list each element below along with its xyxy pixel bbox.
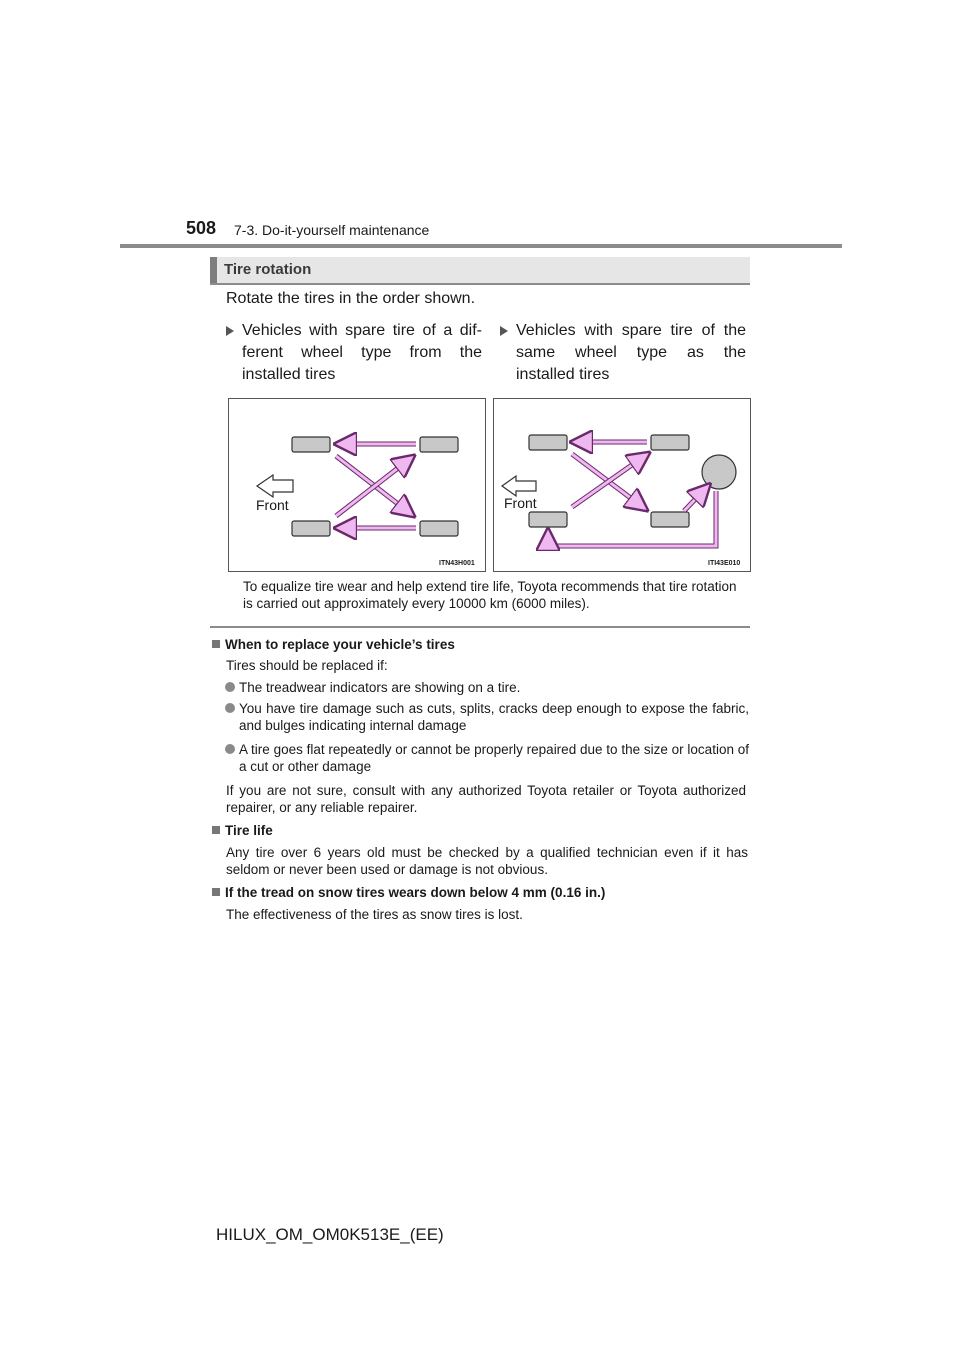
square-bullet-icon: [212, 888, 220, 896]
tire-front-right: [529, 512, 567, 527]
heading-marker: [210, 257, 217, 283]
rotation-arrow-fill: [684, 487, 707, 511]
replace-heading: [212, 637, 455, 652]
bullet-dot-icon: [225, 703, 235, 713]
intro-text: Rotate the tires in the order shown.: [226, 290, 476, 307]
replace-closing: If you are not sure, consult with any authorized Toyota retailer or Toyota authorized repairer, or any reliable repairer.: [226, 783, 746, 815]
replace-bullet: A tire goes flat repeatedly or cannot be properly repaired due to the size or location of a cut or other damage: [239, 742, 749, 774]
triangle-bullet-icon: [500, 326, 508, 336]
tire-rear-right: [420, 521, 458, 536]
bullet-dot-icon: [225, 744, 235, 754]
tire-rear-left: [420, 437, 458, 452]
tire-front-left: [529, 435, 567, 450]
front-label: Front: [504, 495, 537, 511]
tire-life-heading-text: Tire life: [225, 823, 273, 838]
replace-heading-text: When to replace your vehicle’s tires: [225, 637, 455, 652]
tire-rear-left: [651, 435, 689, 450]
square-bullet-icon: [212, 826, 220, 834]
square-bullet-icon: [212, 640, 220, 648]
page-number: 508: [186, 218, 217, 238]
heading-title: Tire rotation: [224, 261, 312, 278]
tire-front-left: [292, 437, 330, 452]
tire-front-right: [292, 521, 330, 536]
bullet-dot-icon: [225, 682, 235, 692]
replace-lead: Tires should be replaced if:: [226, 658, 388, 673]
front-label: Front: [256, 497, 289, 513]
snow-tires-heading-text: If the tread on snow tires wears down below 4 mm (0.16 in.): [225, 885, 606, 900]
tire-life-text: Any tire over 6 years old must be checked by a qualified technician even if it has seldom or never been used or damage is not obvious.: [226, 845, 748, 877]
tire-rear-right: [651, 512, 689, 527]
rotation-caption: To equalize tire wear and help extend tire life, Toyota recommends that tire rotation is carried out approximately every 10000 km (6000 miles).: [243, 579, 737, 611]
diagram-code: ITI43E010: [708, 560, 741, 567]
diagram-code: ITN43H001: [439, 560, 475, 567]
snow-tires-text: The effectiveness of the tires as snow tires is lost.: [226, 907, 523, 922]
header-rule: [120, 244, 842, 248]
section-divider: [210, 626, 750, 628]
section-title: 7-3. Do-it-yourself maintenance: [234, 222, 430, 238]
front-arrow-icon: [257, 475, 293, 497]
front-arrow-icon: [502, 476, 536, 496]
rotation-diagram-svg: [494, 399, 750, 571]
replace-bullet: The treadwear indicators are showing on a tire.: [239, 680, 521, 695]
rotation-diagram-svg: [229, 399, 485, 571]
variant-label: Vehicles with spare tire of a dif- ferent wheel type from the installed tires: [242, 322, 482, 383]
heading-bar: [210, 257, 750, 285]
variant-different-wheel: [226, 320, 482, 388]
variant-same-wheel: [500, 320, 746, 388]
spare-tire: [702, 455, 736, 489]
rotation-diagram-different: [228, 398, 486, 572]
rotation-diagram-same: [493, 398, 751, 572]
replace-bullet: You have tire damage such as cuts, splits, cracks deep enough to expose the fabric, and bulges indicating internal damage: [239, 701, 749, 733]
footer-doc-code: HILUX_OM_OM0K513E_(EE): [216, 1225, 444, 1244]
snow-tires-heading: [212, 885, 605, 900]
variant-label: Vehicles with spare tire of the same wheel type as the installed tires: [516, 322, 746, 383]
triangle-bullet-icon: [226, 326, 234, 336]
tire-life-heading: [212, 823, 273, 838]
